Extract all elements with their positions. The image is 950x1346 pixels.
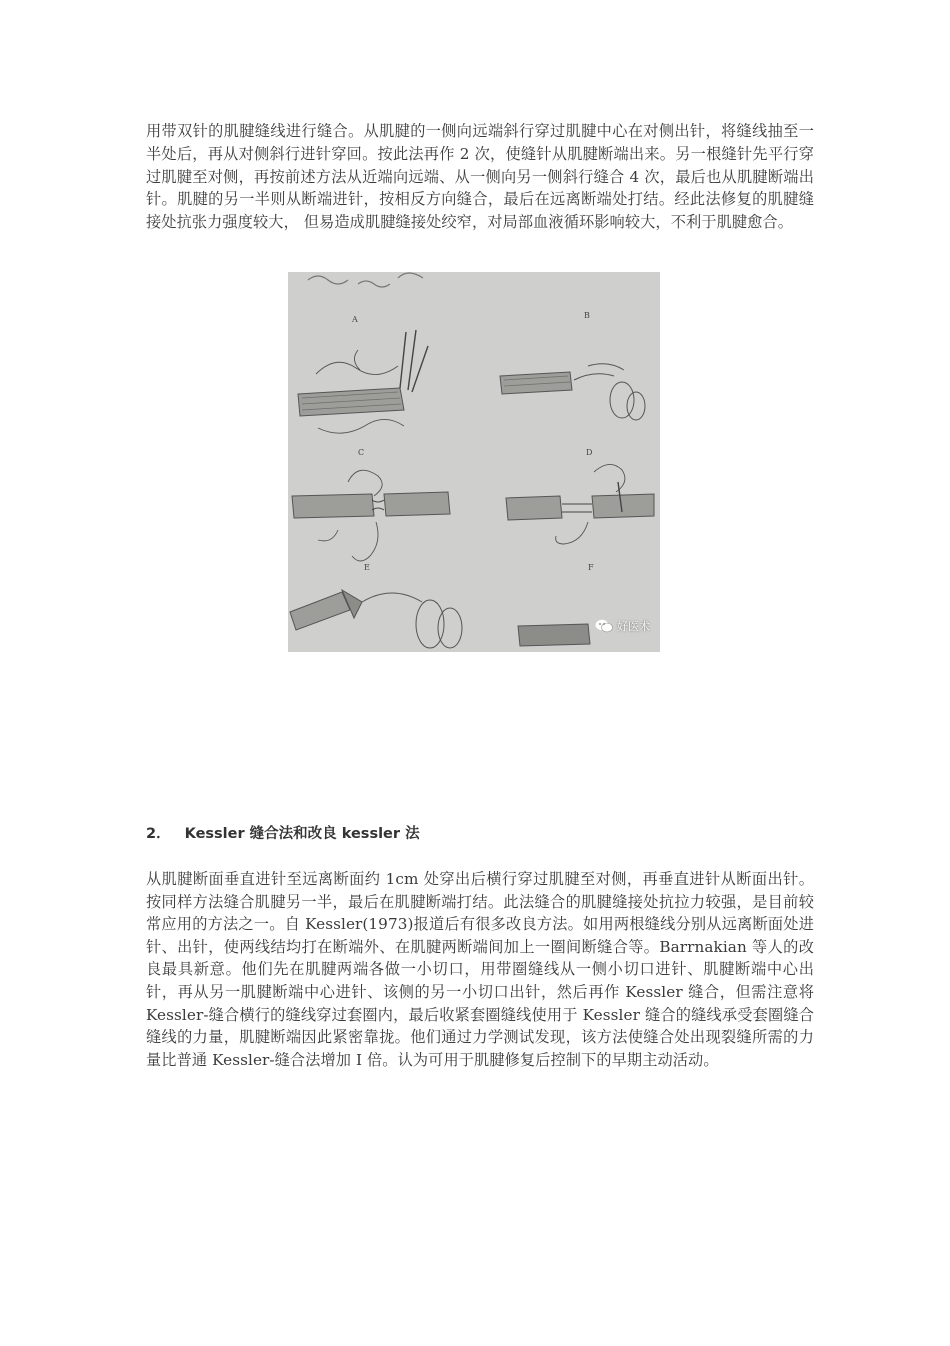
panel-label-d: D [586,448,593,457]
panel-c-drawing [292,470,450,561]
wechat-icon [595,619,613,633]
section-heading [146,822,420,843]
panel-e-drawing [290,590,462,648]
section-number: 2． [146,826,171,842]
suture-illustration [288,272,660,652]
paragraph-kessler: 从肌腱断面垂直进针至远离断面约 1cm 处穿出后横行穿过肌腱至对侧，再垂直进针从断面出针。按同样方法缝合肌腱另一半，最后在肌腱断端打结。此法缝合的肌腱缝接处抗拉力较强，是目前较常应用的方法之一。自 Kessler(1973)报道后有很多改良方法。如用两根缝线分别从远离断面处进针、出针，使两线结均打在断端外、在肌腱两断端间加上一圈间断缝合等。Barrnakian 等人的改良最具新意。他们先在肌腱两端各做一小切口，用带圈缝线从一侧小切口进针、肌腱断端中心出针，再从另一肌腱断端中心进针、该侧的另一小切口出针，然后再作 Kessler 缝合，但需注意将 Kessler-缝合横行的缝线穿过套圈内，最后收紧套圈缝线使用于 Kessler 缝合的缝线承受套圈缝合缝线的力量，肌腱断端因此紧密靠拢。他们通过力学测试发现，该方法使缝合处出现裂缝所需的力量比普通 Kessler-缝合法增加 I 倍。认为可用于肌腱修复后控制下的早期主动活动。 [146,870,814,1069]
panel-label-f: F [588,563,594,572]
panel-label-c: C [358,448,365,457]
panel-b-drawing [500,364,645,420]
panel-label-b: B [584,311,590,320]
panel-d-drawing [506,464,654,544]
watermark-text: 好医术 [617,620,650,633]
paragraph-intro: 用带双针的肌腱缝线进行缝合。从肌腱的一侧向远端斜行穿过肌腱中心在对侧出针，将缝线抽至一半处后，再从对侧斜行进针穿回。按此法再作 2 次，使缝针从肌腱断端出来。另一根缝针先平行穿过肌腱至对侧，再按前述方法从近端向远端、从一侧向另一侧斜行缝合 4 次，最后也从肌腱断端出针。肌腱的另一半则从断端进针，按相反方向缝合，最后在远离断端处打结。经此法修复的肌腱缝接处抗张力强度较大， 但易造成肌腱缝接处绞窄，对局部血液循环影响较大，不利于肌腱愈合。 [146,122,814,232]
section-title: Kessler 缝合法和改良 kessler 法 [184,826,420,842]
panel-label-e: E [364,563,370,572]
panel-label-a: A [352,315,358,324]
panel-f-drawing [518,624,590,646]
panel-a-drawing [298,330,428,433]
suture-illustration-figure [288,272,660,652]
watermark [595,618,650,634]
